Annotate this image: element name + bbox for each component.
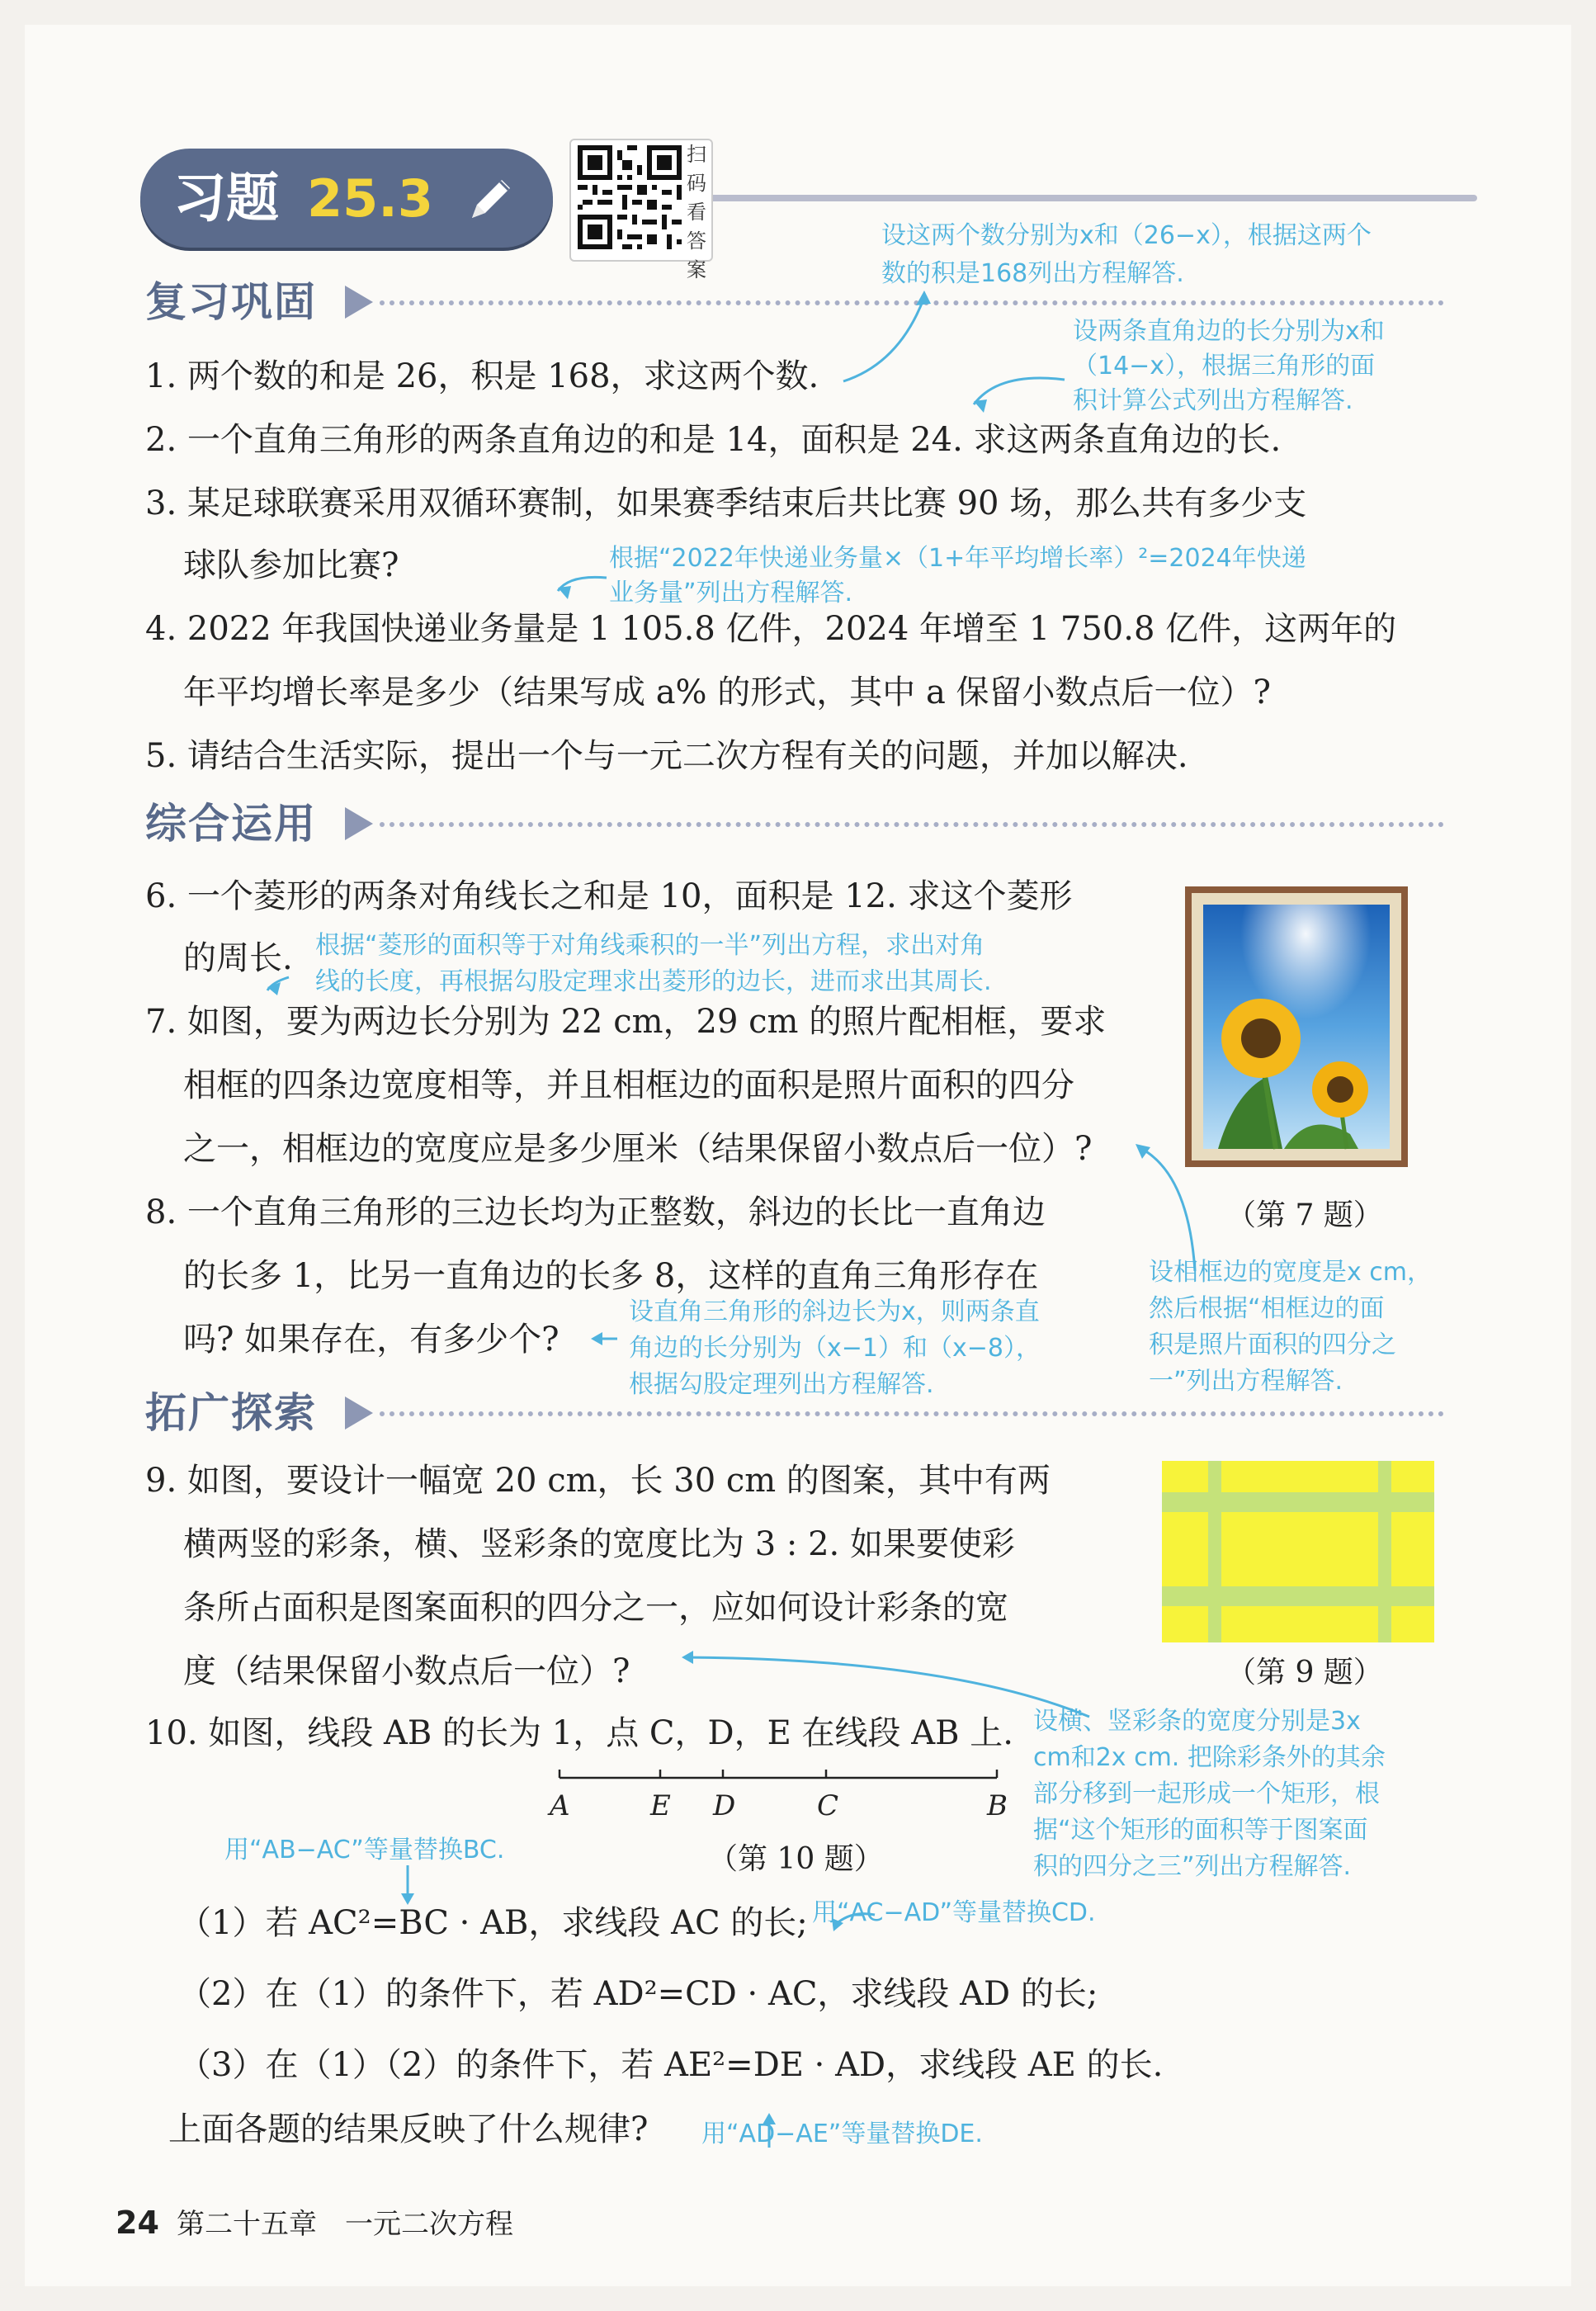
exercise-number: 25.3 [307,168,433,229]
problem-2: 2. 一个直角三角形的两条直角边的和是 14，面积是 24. 求这两条直角边的长. [145,421,1282,459]
segment-ab-figure [545,1766,1007,1791]
problem-3: 3. 某足球联赛采用双循环赛制，如果赛季结束后共比赛 90 场，那么共有多少支 [145,484,1307,522]
problem-4: 4. 2022 年我国快递业务量是 1 105.8 亿件，2024 年增至 1 750.8 亿件，这两年的 [145,610,1397,648]
hint-9: 设横、竖彩条的宽度分别是3x [1033,1707,1361,1736]
problem-10-part-3: （3）在（1）（2）的条件下，若 AE²=DE · AD，求线段 AE 的长. [178,2046,1164,2084]
qr-label: 扫 码 看 答 [687,143,706,253]
point-b-label: B [987,1789,1008,1822]
problem-4-cont: 年平均增长率是多少（结果写成 a% 的形式，其中 a 保留小数点后一位）? [183,673,1272,711]
problem-6-cont: 的周长. [183,939,293,977]
problem-7-cont: 相框的四条边宽度相等，并且相框边的面积是照片面积的四分 [183,1066,1074,1104]
hint-6: 根据“菱形的面积等于对角线乘积的一半”列出方程，求出对角 [315,931,985,960]
page-number: 24 [116,2205,159,2241]
stripe-pattern-figure [1162,1461,1434,1642]
hint-7-cont: 然后根据“相框边的面 [1149,1294,1385,1323]
hint-9-cont: cm和2x cm. 把除彩条外的其余 [1033,1743,1386,1772]
hint-9-cont2: 部分移到一起形成一个矩形，根 [1033,1779,1380,1808]
point-d-label: D [713,1789,736,1822]
hint-8: 设直角三角形的斜边长为x，则两条直 [629,1297,1040,1326]
problem-10-part-1: （1）若 AC²=BC · AB，求线段 AC 的长; [178,1904,808,1942]
hint-10-3: 用“AD−AE”等量替换DE. [701,2120,983,2148]
section-arrow-icon [345,807,373,840]
section-apply: 综合运用 [145,800,317,848]
hint-9-cont3: 据“这个矩形的面积等于图案面 [1033,1816,1368,1845]
hint-4-cont: 业务量”列出方程解答. [609,579,853,607]
figure-9-caption: （第 9 题） [1226,1656,1383,1690]
problem-6: 6. 一个菱形的两条对角线长之和是 10，面积是 12. 求这个菱形 [145,877,1073,915]
hint-10-1: 用“AB−AC”等量替换BC. [224,1836,505,1864]
point-c-label: C [817,1789,839,1822]
hint-8-end: 根据勾股定理列出方程解答. [629,1370,934,1399]
problem-7-end: 之一，相框边的宽度应是多少厘米（结果保留小数点后一位）? [183,1130,1093,1168]
section-arrow-icon [345,1397,373,1430]
hint-10-2: 用“AC−AD”等量替换CD. [812,1898,1096,1927]
hint-1-cont: 数的积是168列出方程解答. [881,259,1184,288]
problem-10-question: 上面各题的结果反映了什么规律? [168,2110,649,2148]
qr-label-end: 案 [687,258,706,281]
problem-3-cont: 球队参加比赛? [183,546,399,584]
hint-9-end: 积的四分之三”列出方程解答. [1033,1852,1352,1881]
hint-2-cont: （14−x），根据三角形的面 [1073,352,1376,380]
problem-9: 9. 如图，要设计一幅宽 20 cm，长 30 cm 的图案，其中有两 [145,1462,1051,1500]
section-divider [380,1411,1444,1416]
sunflower-photo-figure [1185,886,1408,1167]
figure-7-caption: （第 7 题） [1226,1198,1383,1232]
problem-9-cont: 横两竖的彩条，横、竖彩条的宽度比为 3 : 2. 如果要使彩 [183,1525,1015,1563]
problem-8-cont: 的长多 1，比另一直角边的长多 8，这样的直角三角形存在 [183,1257,1039,1295]
problem-7: 7. 如图，要为两边长分别为 22 cm，29 cm 的照片配相框，要求 [145,1003,1107,1041]
problem-5: 5. 请结合生活实际，提出一个与一元二次方程有关的问题，并加以解决. [145,737,1188,775]
section-extend: 拓广探索 [145,1389,317,1437]
hint-6-cont: 线的长度，再根据勾股定理求出菱形的边长，进而求出其周长. [315,967,992,996]
point-a-label: A [550,1789,570,1822]
hint-7: 设相框边的宽度是x cm， [1149,1258,1433,1287]
hint-8-cont: 角边的长分别为（x−1）和（x−8）， [629,1334,1041,1363]
problem-10-part-2: （2）在（1）的条件下，若 AD²=CD · AC，求线段 AD 的长; [178,1975,1098,2013]
section-divider [380,822,1444,827]
hint-4: 根据“2022年快递业务量×（1+年平均增长率）²=2024年快递 [609,544,1306,573]
problem-8-end: 吗? 如果存在，有多少个? [183,1321,560,1359]
problem-1: 1. 两个数的和是 26，积是 168，求这两个数. [145,357,819,395]
hint-2: 设两条直角边的长分别为x和 [1073,317,1385,346]
figure-10-caption: （第 10 题） [708,1842,884,1876]
problem-8: 8. 一个直角三角形的三边长均为正整数，斜边的长比一直角边 [145,1193,1046,1231]
section-review: 复习巩固 [145,278,317,326]
point-e-label: E [650,1789,671,1822]
hint-7-cont2: 积是照片面积的四分之 [1149,1330,1396,1359]
exercise-title: 习题 [173,168,279,229]
problem-9-cont2: 条所占面积是图案面积的四分之一，应如何设计彩条的宽 [183,1589,1008,1627]
hint-1: 设这两个数分别为x和（26−x），根据这两个 [881,221,1372,250]
problem-10: 10. 如图，线段 AB 的长为 1，点 C，D，E 在线段 AB 上. [145,1714,1013,1752]
problem-9-end: 度（结果保留小数点后一位）? [183,1652,630,1690]
hint-7-end: 一”列出方程解答. [1149,1367,1343,1396]
chapter-title: 第二十五章 一元二次方程 [177,2208,513,2241]
hint-2-end: 积计算公式列出方程解答. [1073,386,1353,415]
